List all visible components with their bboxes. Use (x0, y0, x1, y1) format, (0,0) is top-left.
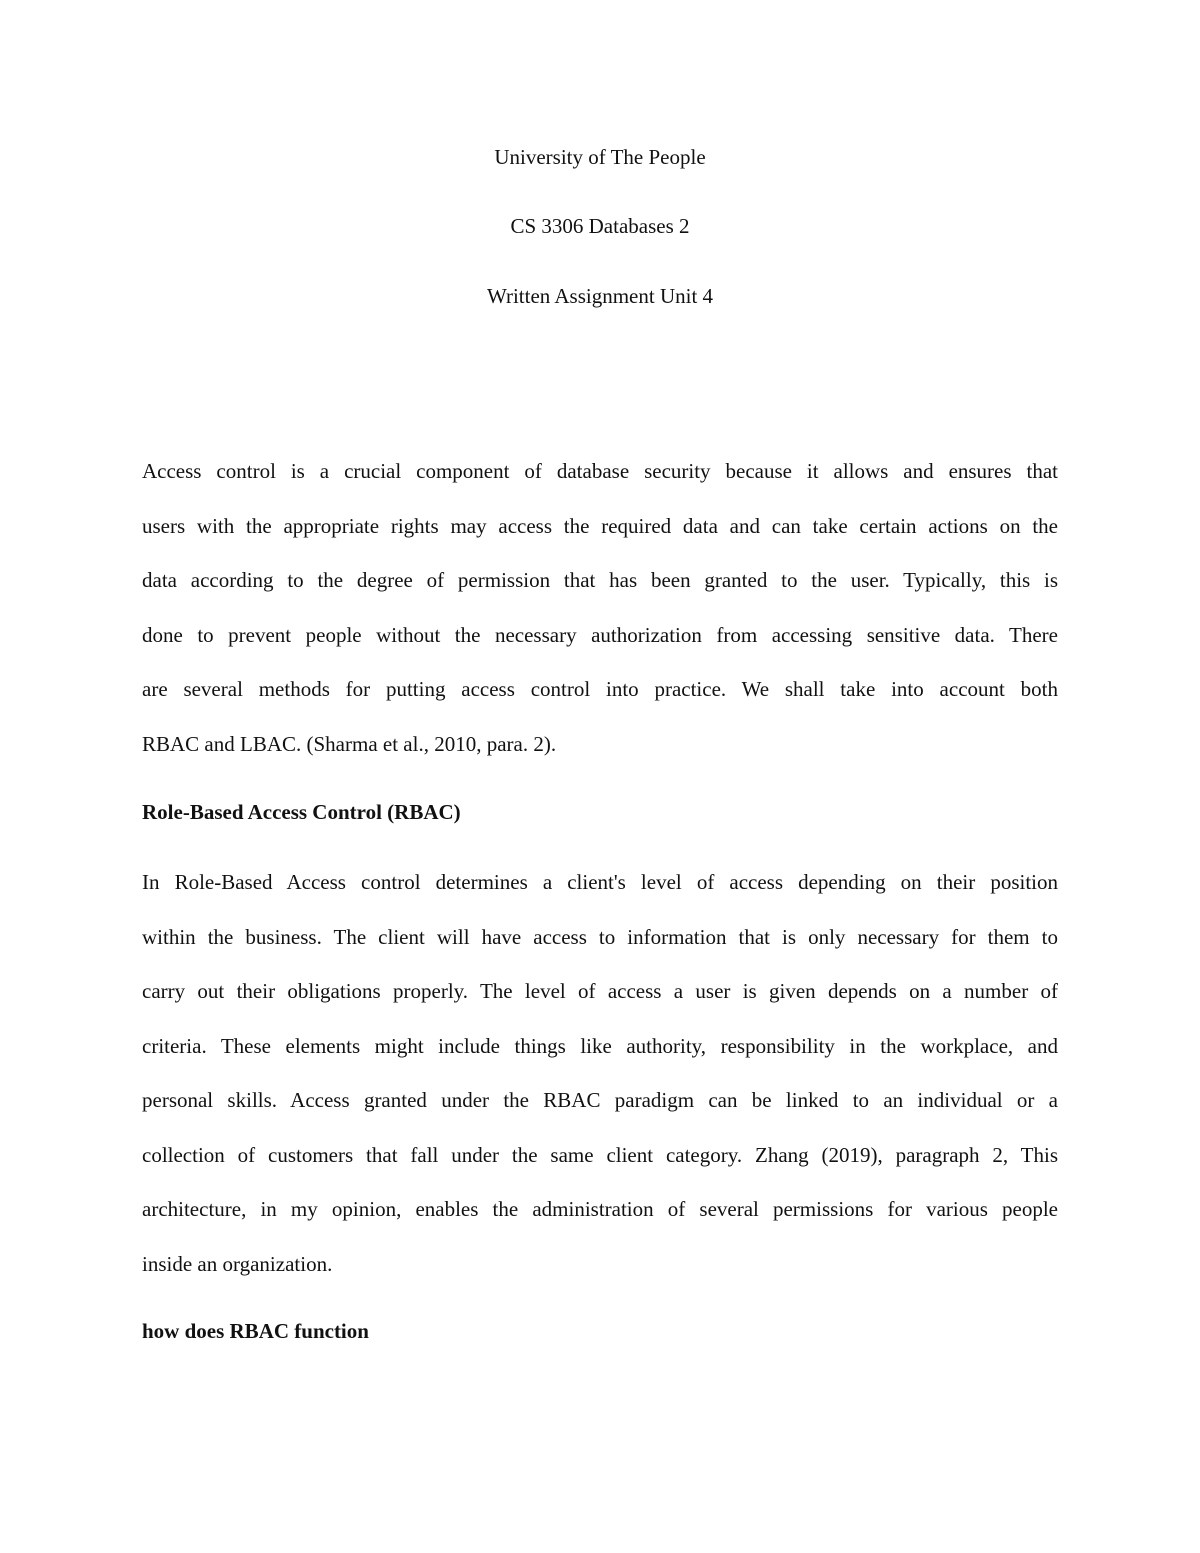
course-title: CS 3306 Databases 2 (510, 214, 690, 238)
paragraph-line: users with the appropriate rights may access the required data and can take certain actions on the (142, 513, 1058, 538)
paragraph-line: RBAC and LBAC. (Sharma et al., 2010, para. 2). (142, 731, 557, 756)
paragraph-line: done to prevent people without the necessary authorization from accessing sensitive data. There (142, 622, 1058, 647)
paragraph-line: criteria. These elements might include things like authority, responsibility in the workplace, and (142, 1033, 1058, 1058)
paragraph-line: carry out their obligations properly. The level of access a user is given depends on a number of (142, 979, 1058, 1003)
paragraph-line: data according to the degree of permission that has been granted to the user. Typically, this is (142, 568, 1058, 592)
heading-rbac: Role-Based Access Control (RBAC) (142, 800, 461, 824)
paragraph-line: Access control is a crucial component of database security because it allows and ensures that (142, 459, 1058, 483)
paragraph-intro (142, 457, 1058, 784)
paragraph-line: inside an organization. (142, 1251, 333, 1276)
paragraph-line: collection of customers that fall under the same client category. Zhang (2019), paragraph 2, This (142, 1142, 1058, 1167)
university-name: University of The People (494, 145, 706, 169)
paragraph-rbac (142, 868, 1058, 1304)
paragraph-line: personal skills. Access granted under the RBAC paradigm can be linked to an individual or a (142, 1088, 1058, 1112)
paragraph-line: are several methods for putting access control into practice. We shall take into account both (142, 677, 1058, 701)
paragraph-line: architecture, in my opinion, enables the administration of several permissions for various people (142, 1197, 1058, 1221)
heading-how-rbac: how does RBAC function (142, 1319, 369, 1343)
paragraph-line: within the business. The client will have access to information that is only necessary for them to (142, 924, 1058, 949)
paragraph-line: In Role-Based Access control determines a client's level of access depending on their position (142, 870, 1058, 894)
assignment-title: Written Assignment Unit 4 (486, 284, 714, 308)
